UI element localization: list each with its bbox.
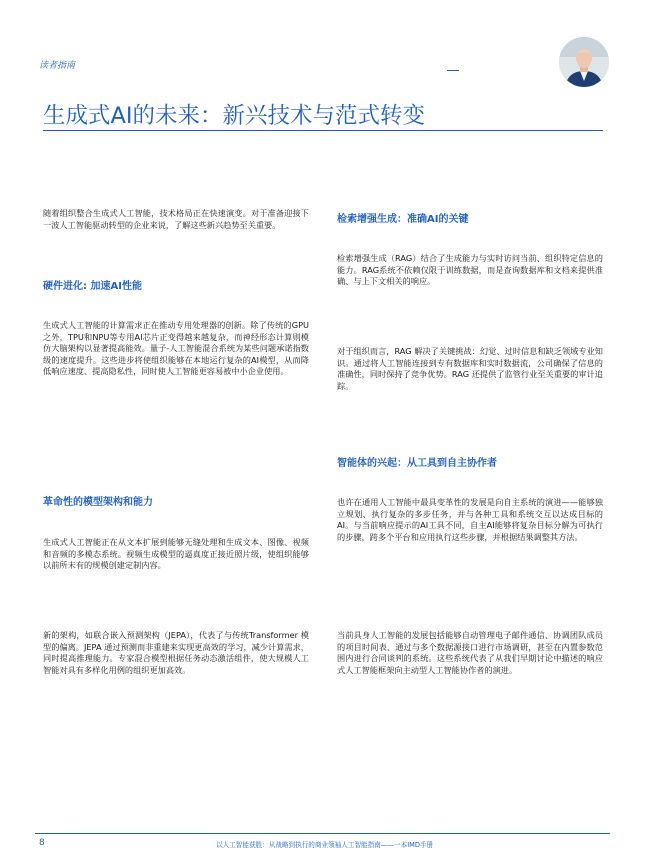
page-number: 8 (39, 838, 45, 848)
hardware-paragraph: 生成式人工智能的计算需求正在推动专用处理器的创新。除了传统的GPU之外，TPU和NPU等专用AI芯片正变得越来越复杂，而神经形态计算则模仿大脑架构以显著提高能效。量子-人工智能混合系统为某些问题承诺指数级的速度提升。这些进步将使组织能够在本地运行复杂的AI模型，从而降低响应速度、提高隐私性，同时使人工智能更容易被中小企业使用。 (43, 320, 309, 377)
model-paragraph-1: 生成式人工智能正在从文本扩展到能够无缝处理和生成文本、图像、视频和音频的多模态系统。视频生成模型的逼真度正接近照片级，使组织能够以前所未有的规模创建定制内容。 (43, 537, 309, 571)
avatar (559, 37, 609, 87)
agents-paragraph-2: 当前具身人工智能的发展包括能够自动管理电子邮件通信、协调团队成员的项目时间表、通过与多个数据源接口进行市场调研，甚至在内置参数范围内进行合同谈判的系统。这些系统代表了从我们早期讨论中描述的响应式人工智能框架向主动型人工智能协作者的演进。 (337, 630, 603, 675)
header-dash (447, 70, 459, 71)
intro-paragraph: 随着组织整合生成式人工智能，技术格局正在快速演变。对于准备迎接下一波人工智能驱动转型的企业来说，了解这些新兴趋势至关重要。 (43, 208, 309, 230)
agents-paragraph-1: 也许在通用人工智能中最具变革性的发展是向自主系统的演进——能够独立规划、执行复杂的多步任务，并与各种工具和系统交互以达成目标的AI。与当前响应提示的AI工具不同，自主AI能够将复杂目标分解为可执行的步骤，跨多个平台和应用执行这些步骤，并根据结果调整其方法。 (337, 497, 603, 542)
rag-paragraph-1: 检索增强生成（RAG）结合了生成能力与实时访问当前、组织特定信息的能力。RAG系统不依赖仅限于训练数据，而是查询数据库和文档来提供准确、与上下文相关的响应。 (337, 253, 603, 287)
model-heading: 革命性的模型架构和能力 (43, 497, 153, 508)
rag-paragraph-2: 对于组织而言，RAG 解决了关键挑战：幻觉、过时信息和缺乏领域专业知识。通过将人工智能连接到专有数据库和实时数据流，公司确保了信息的准确性，同时保持了竞争优势。RAG 还提供了监管行业至关重要的审计追踪。 (337, 346, 603, 391)
title-divider (43, 130, 603, 131)
footer-divider (35, 833, 610, 834)
hardware-heading: 硬件进化: 加速AI性能 (43, 281, 142, 292)
rag-heading: 检索增强生成：准确AI的关键 (337, 214, 469, 225)
model-paragraph-2: 新的架构，如联合嵌入预测架构（JEPA），代表了与传统Transformer 模型的偏离。JEPA 通过预测而非重建来实现更高效的学习，减少计算需求，同时提高推理能力。专家混合模型根据任务动态激活组件，使大规模人工智能对具有多样化用例的组织更加高效。 (43, 630, 309, 675)
page-title: 生成式AI的未来：新兴技术与范式转变 (43, 103, 426, 129)
section-label: 读者指南 (39, 61, 76, 71)
agents-heading: 智能体的兴起：从工具到自主协作者 (337, 458, 497, 469)
footer-title: 以人工智能获胜：从战略到执行的商业领袖人工智能指南——一本IMD手册 (216, 841, 434, 849)
